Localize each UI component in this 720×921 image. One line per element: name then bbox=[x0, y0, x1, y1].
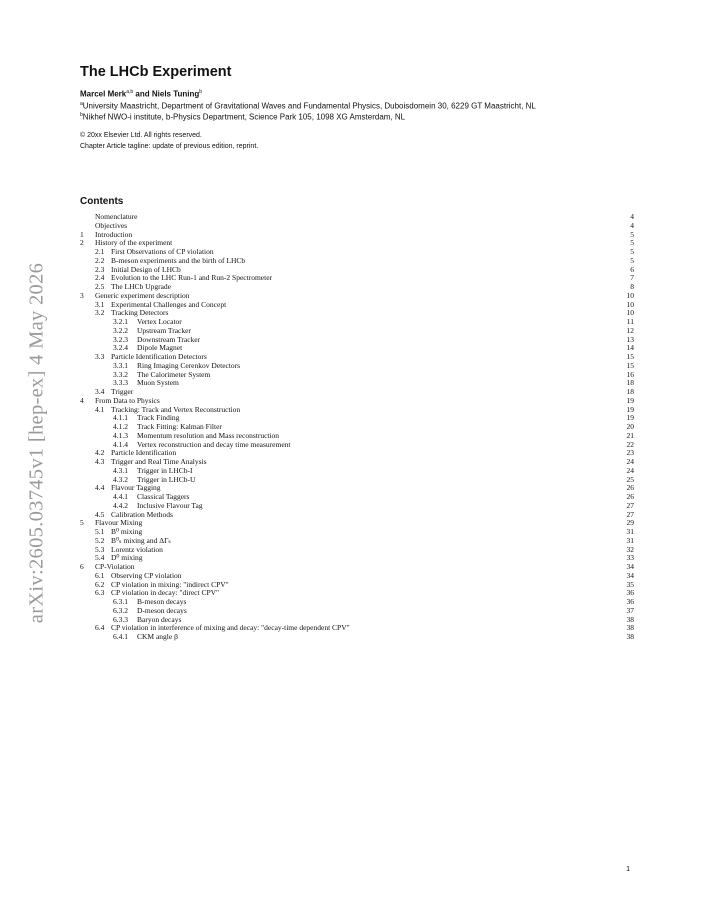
toc-entry-number: 6.2 bbox=[95, 579, 105, 589]
toc-entry-number: 1 bbox=[80, 229, 84, 239]
author-1-name: Marcel Merk bbox=[80, 89, 127, 99]
toc-entry-label: History of the experiment bbox=[95, 238, 173, 248]
toc-entry-page: 31 bbox=[626, 535, 634, 545]
toc-entry-label: B-meson experiments and the birth of LHCb bbox=[111, 255, 246, 265]
toc-entry-page: 22 bbox=[626, 439, 634, 449]
toc-entry-number: 4.1.2 bbox=[113, 422, 128, 431]
chapter-tagline: Chapter Article tagline: update of previous edition, reprint. bbox=[80, 142, 259, 150]
toc-entry-label: D-meson decays bbox=[137, 605, 187, 615]
toc-entry-page: 12 bbox=[626, 325, 634, 335]
toc-entry-page: 19 bbox=[626, 395, 634, 405]
toc-entry-label: Objectives bbox=[95, 220, 128, 230]
paper-header bbox=[80, 64, 640, 151]
toc-entry-label: Vertex Locator bbox=[137, 317, 182, 326]
toc-entry-label: Observing CP violation bbox=[111, 570, 182, 580]
toc-entry-number: 6.3.3 bbox=[113, 614, 128, 624]
toc-entry-page: 8 bbox=[630, 282, 634, 291]
toc-entry-label: Vertex reconstruction and decay time measurement bbox=[137, 439, 291, 449]
toc-entry-label: Particle Identification bbox=[111, 448, 177, 458]
toc-entry-label: Track Fitting: Kalman Filter bbox=[137, 422, 222, 431]
toc-entry-page: 4 bbox=[630, 220, 634, 230]
toc-entry-number: 6.4 bbox=[95, 623, 105, 633]
toc-entry-label: CKM angle β bbox=[137, 632, 178, 641]
toc-entry-number: 3.2.2 bbox=[113, 325, 128, 335]
toc-entry-number: 4.5 bbox=[95, 509, 105, 519]
toc-entry-label: Trigger and Real Time Analysis bbox=[111, 457, 207, 466]
author-2-name: Niels Tuning bbox=[151, 89, 200, 99]
table-of-contents bbox=[80, 213, 634, 642]
toc-entry-page: 15 bbox=[626, 360, 634, 370]
toc-entry[interactable] bbox=[80, 554, 634, 563]
author-1-affiliation-mark: a,b bbox=[126, 89, 134, 95]
toc-entry-number: 2.2 bbox=[95, 255, 105, 265]
toc-entry-number: 3.3.3 bbox=[113, 378, 128, 388]
toc-entry[interactable] bbox=[80, 222, 634, 231]
toc-entry[interactable] bbox=[80, 388, 634, 397]
toc-entry-number: 4.1.1 bbox=[113, 413, 128, 423]
toc-entry-label: CP violation in interference of mixing and decay: "decay-time dependent CPV" bbox=[111, 623, 350, 633]
toc-entry-page: 14 bbox=[626, 343, 634, 353]
toc-entry-page: 36 bbox=[626, 597, 634, 606]
toc-entry-page: 18 bbox=[626, 378, 634, 388]
toc-entry-number: 2 bbox=[80, 238, 84, 248]
toc-entry-label: Dipole Magnet bbox=[137, 343, 183, 353]
toc-entry-page: 32 bbox=[626, 544, 634, 554]
toc-entry-label: Evolution to the LHC Run-1 and Run-2 Spectrometer bbox=[111, 273, 273, 283]
toc-entry-number: 4 bbox=[80, 395, 84, 405]
toc-entry-number: 6.3.2 bbox=[113, 605, 128, 615]
toc-entry-number: 3.3 bbox=[95, 352, 105, 361]
toc-entry-page: 20 bbox=[626, 422, 634, 431]
toc-entry-label: Flavour Mixing bbox=[95, 518, 143, 528]
toc-entry-page: 18 bbox=[626, 387, 634, 396]
toc-entry-page: 25 bbox=[626, 474, 634, 484]
toc-entry-label: Initial Design of LHCb bbox=[111, 264, 181, 274]
toc-entry-label: Particle Identification Detectors bbox=[111, 352, 207, 361]
toc-entry-label: Classical Taggers bbox=[137, 492, 190, 501]
toc-entry-page: 10 bbox=[626, 308, 634, 318]
toc-entry-label: Trigger bbox=[111, 387, 134, 396]
toc-entry-label: Introduction bbox=[95, 229, 133, 239]
toc-entry-label: Track Finding bbox=[137, 413, 180, 423]
author-2-affiliation-mark: b bbox=[199, 89, 203, 95]
toc-entry-number: 6 bbox=[80, 562, 84, 571]
toc-entry-number: 3.3.1 bbox=[113, 360, 128, 370]
toc-entry-number: 2.3 bbox=[95, 264, 105, 274]
toc-entry-page: 34 bbox=[626, 562, 634, 571]
toc-entry-label: Experimental Challenges and Concept bbox=[111, 299, 227, 309]
toc-entry-label: B-meson decays bbox=[137, 597, 187, 606]
toc-entry-label: First Observations of CP violation bbox=[111, 247, 214, 256]
toc-entry-number: 3.2.1 bbox=[113, 317, 128, 326]
toc-entry-number: 3.1 bbox=[95, 299, 105, 309]
toc-entry-label: Tracking: Track and Vertex Reconstruction bbox=[111, 404, 241, 414]
toc-entry-page: 27 bbox=[626, 500, 634, 510]
toc-entry[interactable] bbox=[80, 511, 634, 520]
toc-entry-label: Calibration Methods bbox=[111, 509, 173, 519]
toc-entry-label: Flavour Tagging bbox=[111, 483, 161, 493]
toc-entry[interactable] bbox=[80, 213, 634, 222]
toc-entry-page: 24 bbox=[626, 457, 634, 466]
toc-entry[interactable] bbox=[80, 519, 634, 528]
toc-entry-number: 3.4 bbox=[95, 387, 105, 396]
toc-entry-number: 6.1 bbox=[95, 570, 105, 580]
toc-entry-label: CP violation in mixing: "indirect CPV" bbox=[111, 579, 229, 589]
toc-entry-number: 4.1.3 bbox=[113, 430, 128, 440]
toc-entry-label: Tracking Detectors bbox=[111, 308, 169, 318]
toc-entry-page: 19 bbox=[626, 404, 634, 414]
toc-entry-page: 6 bbox=[630, 264, 634, 274]
toc-entry-number: 4.4.2 bbox=[113, 500, 128, 510]
toc-entry-number: 5 bbox=[80, 518, 84, 528]
toc-entry-page: 13 bbox=[626, 334, 634, 344]
toc-entry-number: 4.3.2 bbox=[113, 474, 128, 484]
toc-entry-page: 15 bbox=[626, 352, 634, 361]
toc-entry-number: 4.2 bbox=[95, 448, 105, 458]
toc-entry-number: 4.3.1 bbox=[113, 465, 128, 475]
toc-entry-number: 4.4.1 bbox=[113, 492, 128, 501]
toc-entry-page: 4 bbox=[630, 212, 634, 221]
arxiv-sidebar-stamp bbox=[22, 243, 52, 643]
toc-entry-page: 38 bbox=[626, 623, 634, 633]
affiliation-b-text: Nikhef NWO-i institute, b-Physics Department, Science Park 105, 1098 XG Amsterdam, NL bbox=[82, 112, 406, 122]
toc-entry[interactable] bbox=[80, 633, 634, 642]
toc-entry-page: 10 bbox=[626, 290, 634, 300]
toc-entry-label: Baryon decays bbox=[137, 614, 182, 624]
toc-entry[interactable] bbox=[80, 379, 634, 388]
toc-entry-number: 5.3 bbox=[95, 544, 105, 554]
toc-entry-page: 5 bbox=[630, 255, 634, 265]
toc-entry-number: 5.4 bbox=[95, 553, 105, 563]
toc-entry-page: 5 bbox=[630, 238, 634, 248]
affiliation-b-mark: b bbox=[80, 112, 83, 119]
toc-entry-label: The LHCb Upgrade bbox=[111, 282, 171, 291]
toc-entry-number: 3.3.2 bbox=[113, 369, 128, 379]
toc-entry-number: 3.2 bbox=[95, 308, 105, 318]
toc-entry-page: 21 bbox=[626, 430, 634, 440]
toc-entry-number: 3 bbox=[80, 290, 84, 300]
affiliation-b bbox=[80, 111, 640, 122]
toc-entry-page: 38 bbox=[626, 632, 634, 641]
toc-entry-label: Trigger in LHCb-U bbox=[137, 474, 196, 484]
toc-entry-page: 5 bbox=[630, 247, 634, 256]
toc-entry-number: 2.5 bbox=[95, 282, 105, 291]
affiliation-a bbox=[80, 100, 640, 111]
toc-entry-label: D⁰ mixing bbox=[111, 553, 143, 563]
toc-entry-label: Downstream Tracker bbox=[137, 334, 201, 344]
toc-entry-label: Muon System bbox=[137, 378, 179, 388]
toc-entry-label: Generic experiment description bbox=[95, 290, 190, 300]
toc-entry-page: 38 bbox=[626, 614, 634, 624]
toc-entry[interactable] bbox=[80, 537, 634, 546]
toc-entry[interactable] bbox=[80, 546, 634, 555]
toc-entry-page: 33 bbox=[626, 553, 634, 563]
toc-entry-number: 4.1 bbox=[95, 404, 105, 414]
affiliation-a-text: University Maastricht, Department of Gravitational Waves and Fundamental Physics, Duboisdomein 30, 6229 GT Maastricht, NL bbox=[82, 101, 536, 111]
toc-entry-number: 4.1.4 bbox=[113, 439, 128, 449]
toc-entry-number: 4.4 bbox=[95, 483, 105, 493]
toc-entry-number: 6.4.1 bbox=[113, 632, 128, 641]
toc-entry-page: 16 bbox=[626, 369, 634, 379]
toc-entry[interactable] bbox=[80, 476, 634, 485]
toc-entry-label: Inclusive Flavour Tag bbox=[137, 500, 203, 510]
toc-entry-label: Upstream Tracker bbox=[137, 325, 191, 335]
toc-entry-page: 27 bbox=[626, 509, 634, 519]
toc-entry-page: 26 bbox=[626, 492, 634, 501]
toc-entry-number: 2.4 bbox=[95, 273, 105, 283]
toc-entry-page: 7 bbox=[630, 273, 634, 283]
toc-entry-label: Trigger in LHCb-I bbox=[137, 465, 193, 475]
copyright-notice: © 20xx Elsevier Ltd. All rights reserved. bbox=[80, 131, 202, 139]
toc-entry-label: The Calorimeter System bbox=[137, 369, 211, 379]
toc-entry-page: 29 bbox=[626, 518, 634, 528]
toc-entry-label: Lorentz violation bbox=[111, 544, 163, 554]
toc-entry-page: 10 bbox=[626, 299, 634, 309]
toc-entry-number: 5.2 bbox=[95, 535, 105, 545]
affiliation-a-mark: a bbox=[80, 100, 83, 107]
toc-entry-number: 6.3.1 bbox=[113, 597, 128, 606]
toc-entry-page: 35 bbox=[626, 579, 634, 589]
page-number: 1 bbox=[626, 864, 631, 873]
toc-entry-page: 36 bbox=[626, 588, 634, 598]
toc-entry-label: B⁰ₛ mixing and ΔΓₛ bbox=[111, 535, 171, 545]
paper-title: The LHCb Experiment bbox=[80, 64, 232, 80]
toc-entry-number: 6.3 bbox=[95, 588, 105, 598]
arxiv-identifier: arXiv:2605.03745v1 [hep-ex] 4 May 2026 bbox=[25, 262, 48, 624]
toc-entry-page: 23 bbox=[626, 448, 634, 458]
toc-entry-number: 3.2.3 bbox=[113, 334, 128, 344]
author-list bbox=[80, 87, 640, 100]
contents-heading: Contents bbox=[80, 196, 124, 207]
toc-entry-label: Nomenclature bbox=[95, 212, 138, 221]
toc-entry-label: B⁰ mixing bbox=[111, 527, 143, 536]
author-separator: and bbox=[133, 89, 152, 99]
toc-entry-page: 26 bbox=[626, 483, 634, 493]
toc-entry-label: CP violation in decay: "direct CPV" bbox=[111, 588, 220, 598]
toc-entry-page: 37 bbox=[626, 605, 634, 615]
toc-entry-number: 2.1 bbox=[95, 247, 105, 256]
toc-entry-page: 31 bbox=[626, 527, 634, 536]
toc-entry-label: Ring Imaging Cerenkov Detectors bbox=[137, 360, 241, 370]
toc-entry-number: 4.3 bbox=[95, 457, 105, 466]
toc-entry-page: 5 bbox=[630, 229, 634, 239]
toc-entry-number: 3.2.4 bbox=[113, 343, 128, 353]
toc-entry-number: 5.1 bbox=[95, 527, 105, 536]
toc-entry-page: 34 bbox=[626, 570, 634, 580]
toc-entry-page: 11 bbox=[626, 317, 634, 326]
toc-entry-label: From Data to Physics bbox=[95, 395, 160, 405]
toc-entry-page: 19 bbox=[626, 413, 634, 423]
toc-entry-label: CP-Violation bbox=[95, 562, 135, 571]
toc-entry-label: Momentum resolution and Mass reconstruction bbox=[137, 430, 280, 440]
toc-entry-page: 24 bbox=[626, 465, 634, 475]
